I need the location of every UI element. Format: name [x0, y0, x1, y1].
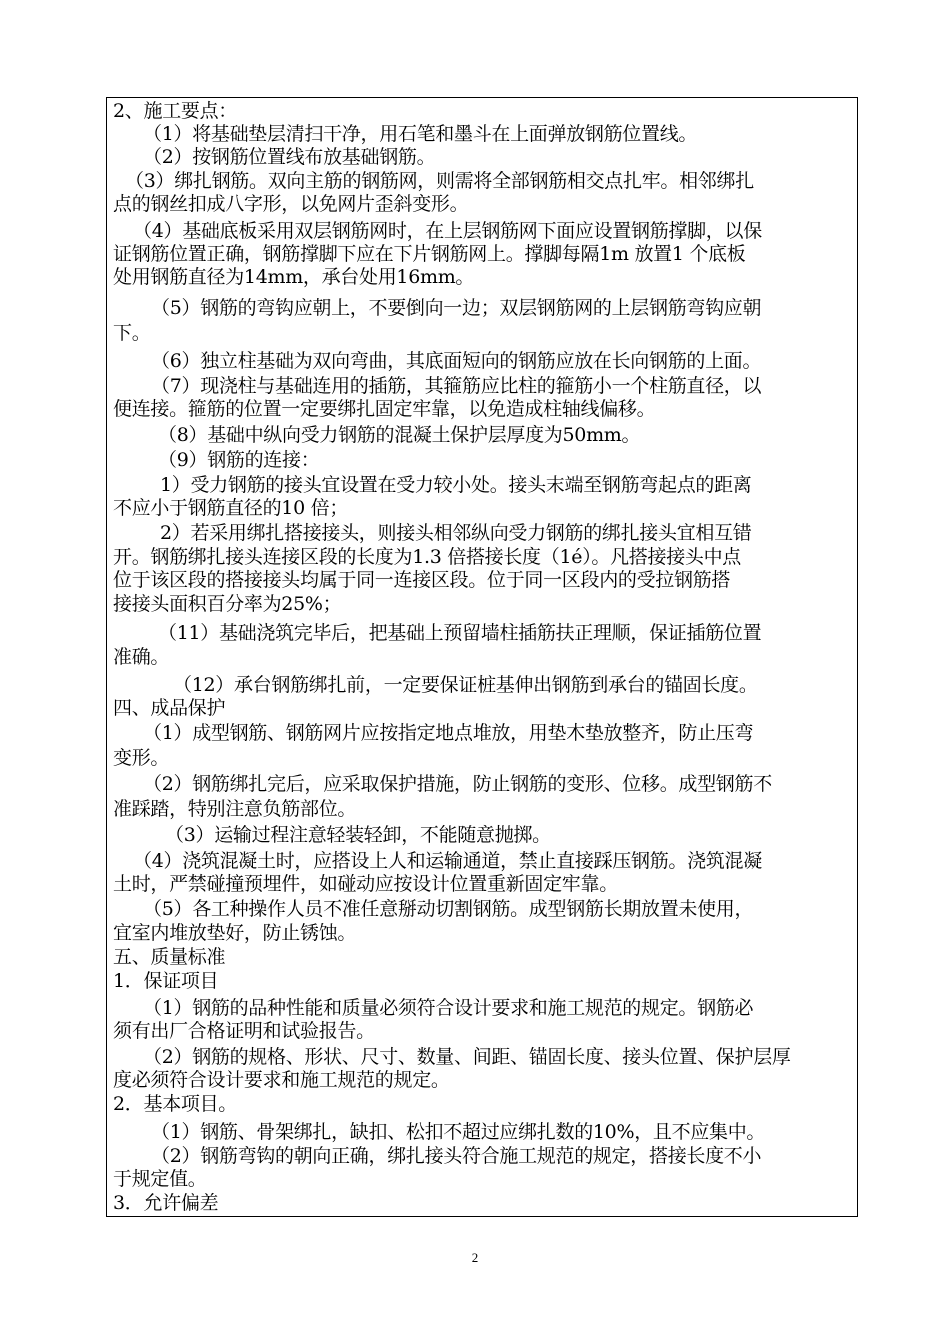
- paragraph-line: （2）钢筋的规格、形状、尺寸、数量、间距、锚固长度、接头位置、保护层厚: [143, 1046, 791, 1068]
- subsection-heading: 3．允许偏差: [113, 1192, 219, 1214]
- paragraph-line: 度必须符合设计要求和施工规范的规定。: [113, 1069, 450, 1091]
- paragraph-line: （6）独立柱基础为双向弯曲，其底面短向的钢筋应放在长向钢筋的上面。: [151, 350, 762, 372]
- paragraph-line: （1）钢筋、骨架绑扎，缺扣、松扣不超过应绑扎数的10%，且不应集中。: [151, 1121, 766, 1143]
- paragraph-line: 土时，严禁碰撞预埋件，如碰动应按设计位置重新固定牢靠。: [113, 873, 618, 895]
- paragraph-line: （4）基础底板采用双层钢筋网时，在上层钢筋网下面应设置钢筋撑脚，以保: [133, 220, 762, 242]
- paragraph-line: （7）现浇柱与基础连用的插筋，其箍筋应比柱的箍筋小一个柱筋直径，以: [151, 375, 762, 397]
- page-number: 2: [471, 1250, 479, 1265]
- subsection-heading: 1．保证项目: [113, 970, 219, 992]
- paragraph-line: （1）钢筋的品种性能和质量必须符合设计要求和施工规范的规定。钢筋必: [143, 997, 754, 1019]
- paragraph-line: 开。钢筋绑扎接头连接区段的长度为1.3 倍搭接长度（1é）。凡搭接接头中点: [113, 546, 741, 568]
- paragraph-line: （2）钢筋绑扎完后，应采取保护措施，防止钢筋的变形、位移。成型钢筋不: [143, 773, 772, 795]
- section-heading: 四、成品保护: [113, 697, 226, 719]
- paragraph-line: 处用钢筋直径为14mm，承台处用16mm。: [113, 266, 475, 288]
- paragraph-line: （2）按钢筋位置线布放基础钢筋。: [143, 146, 436, 168]
- paragraph-line: 准确。: [113, 646, 170, 668]
- paragraph-line: （12）承台钢筋绑扎前，一定要保证桩基伸出钢筋到承台的锚固长度。: [173, 674, 758, 696]
- paragraph-line: （11）基础浇筑完毕后，把基础上预留墙柱插筋扶正理顺，保证插筋位置: [158, 622, 762, 644]
- paragraph-line: 点的钢丝扣成八字形，以免网片歪斜变形。: [113, 193, 469, 215]
- paragraph-line: 1）受力钢筋的接头宜设置在受力较小处。接头末端至钢筋弯起点的距离: [160, 474, 752, 496]
- paragraph-line: 变形。: [113, 747, 170, 769]
- section-heading: 五、质量标准: [113, 946, 226, 968]
- paragraph-line: （3）运输过程注意轻装轻卸，不能随意抛掷。: [165, 824, 551, 846]
- paragraph-line: （1）将基础垫层清扫干净，用石笔和墨斗在上面弹放钢筋位置线。: [143, 123, 698, 145]
- paragraph-line: 须有出厂合格证明和试验报告。: [113, 1020, 375, 1042]
- subsection-heading: 2．基本项目。: [113, 1093, 237, 1115]
- paragraph-line: 于规定值。: [113, 1168, 207, 1190]
- paragraph-line: 不应小于钢筋直径的10 倍；: [113, 497, 349, 519]
- paragraph-line: 宜室内堆放垫好，防止锈蚀。: [113, 922, 357, 944]
- paragraph-line: （3）绑扎钢筋。双向主筋的钢筋网，则需将全部钢筋相交点扎牢。相邻绑扎: [125, 170, 754, 192]
- paragraph-line: （9）钢筋的连接：: [158, 449, 320, 471]
- paragraph-line: 证钢筋位置正确，钢筋撑脚下应在下片钢筋网上。撑脚每隔1m 放置1 个底板: [113, 243, 746, 265]
- paragraph-line: （4）浇筑混凝土时，应搭设上人和运输通道，禁止直接踩压钢筋。浇筑混凝: [133, 850, 762, 872]
- paragraph-line: （2）钢筋弯钩的朝向正确，绑扎接头符合施工规范的规定，搭接长度不小: [151, 1145, 762, 1167]
- paragraph-line: 接接头面积百分率为25%；: [113, 593, 342, 615]
- paragraph-line: （5）各工种操作人员不准任意掰动切割钢筋。成型钢筋长期放置未使用，: [143, 898, 754, 920]
- paragraph-line: （1）成型钢筋、钢筋网片应按指定地点堆放，用垫木垫放整齐，防止压弯: [143, 722, 754, 744]
- paragraph-line: （8）基础中纵向受力钢筋的混凝土保护层厚度为50mm。: [158, 424, 641, 446]
- paragraph-line: 位于该区段的搭接接头均属于同一连接区段。位于同一区段内的受拉钢筋搭: [113, 569, 731, 591]
- paragraph-line: 下。: [113, 322, 151, 344]
- section-heading: 2、施工要点：: [113, 100, 237, 122]
- paragraph-line: （5）钢筋的弯钩应朝上，不要倒向一边；双层钢筋网的上层钢筋弯钩应朝: [151, 297, 762, 319]
- paragraph-line: 便连接。箍筋的位置一定要绑扎固定牢靠，以免造成柱轴线偏移。: [113, 398, 656, 420]
- paragraph-line: 准踩踏，特别注意负筋部位。: [113, 798, 357, 820]
- paragraph-line: 2）若采用绑扎搭接接头，则接头相邻纵向受力钢筋的绑扎接头宜相互错: [160, 522, 752, 544]
